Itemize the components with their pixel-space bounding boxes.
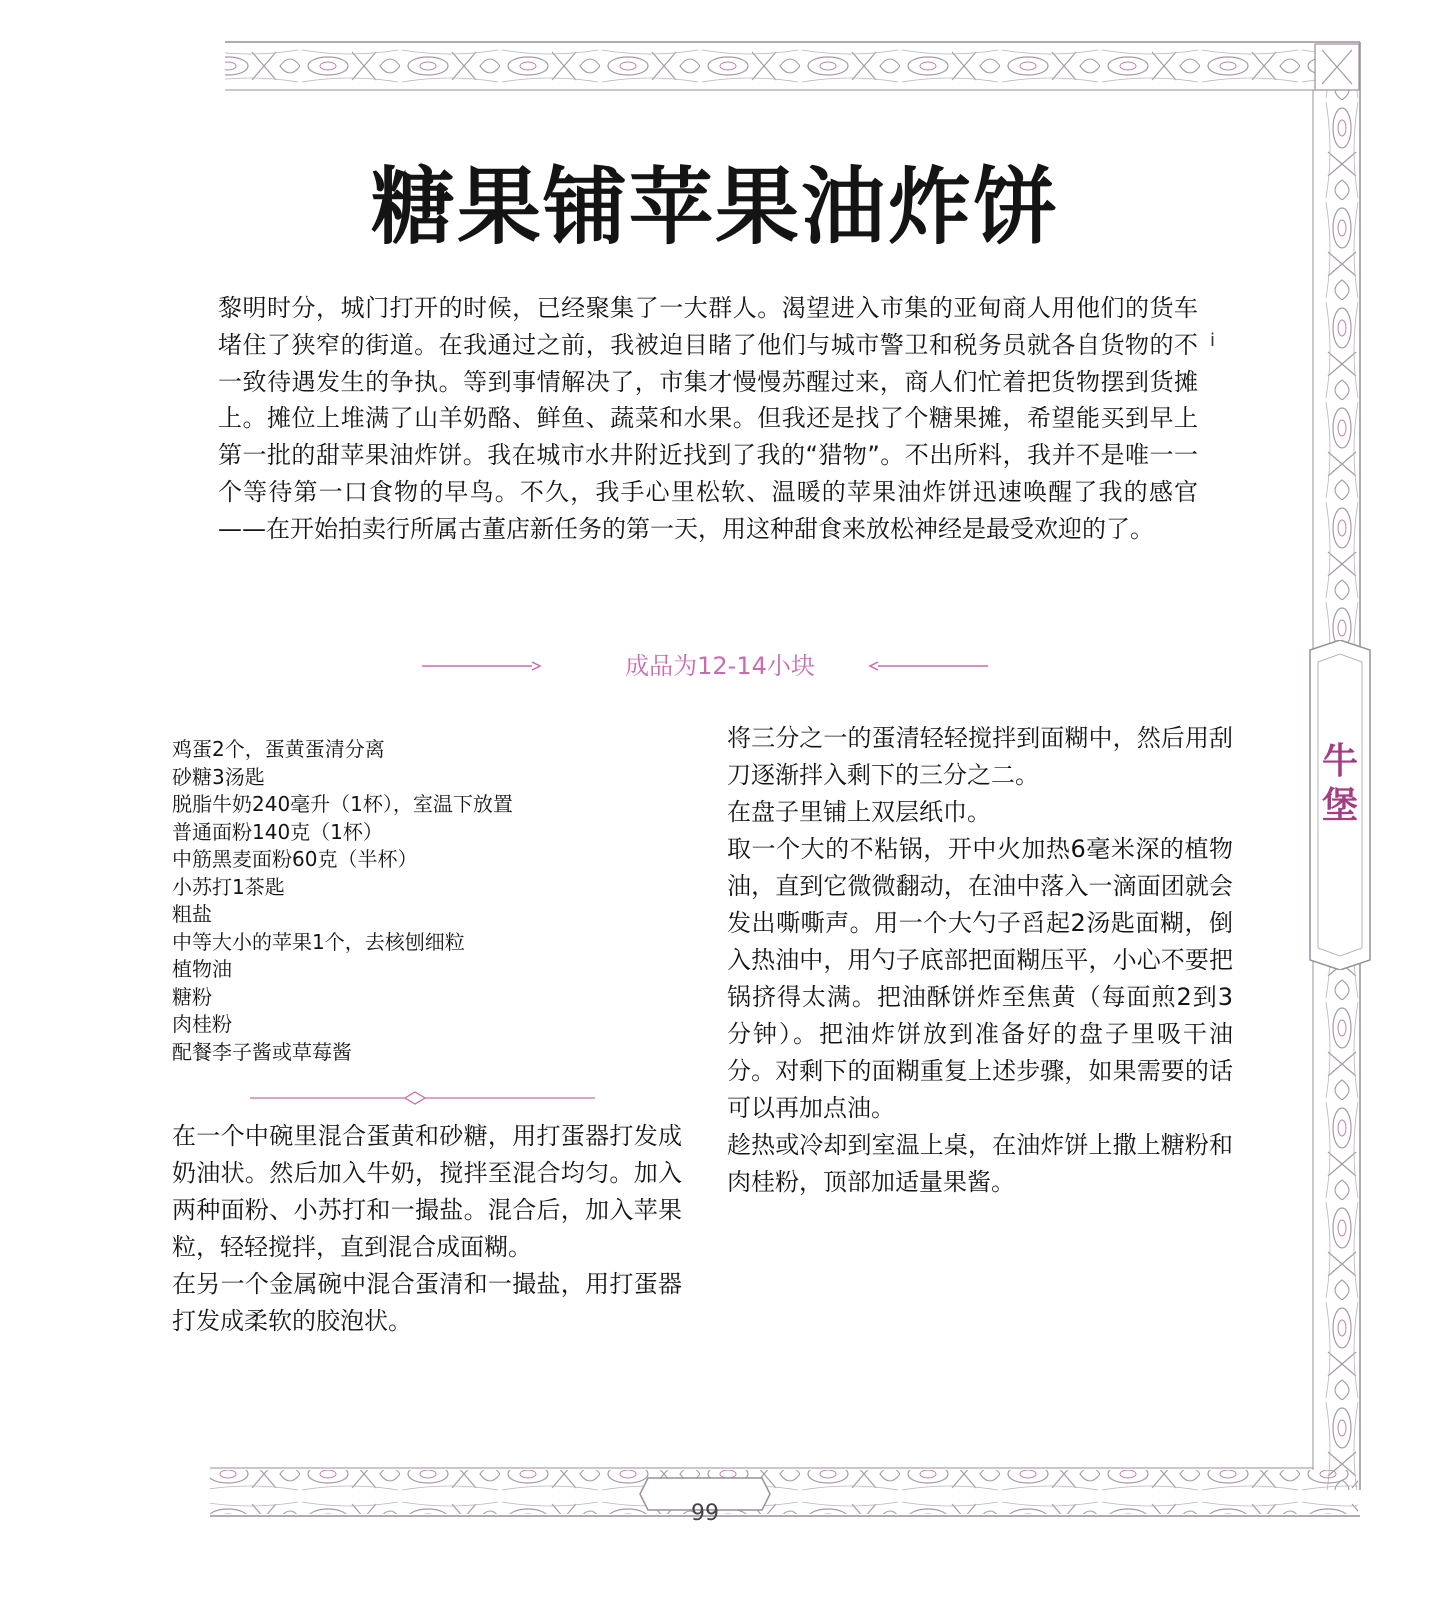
ingredient-item: 粗盐	[172, 902, 212, 926]
ingredient-list	[172, 736, 672, 1066]
step-paragraph: 将三分之一的蛋清轻轻搅拌到面糊中，然后用刮刀逐渐拌入剩下的三分之二。	[727, 724, 1233, 789]
ingredient-item: 配餐李子酱或草莓酱	[172, 1039, 352, 1064]
ingredient-item: 砂糖3汤匙	[172, 764, 265, 789]
yield-row	[420, 648, 1020, 684]
step-paragraph: 趁热或冷却到室温上桌，在油炸饼上撒上糖粉和肉桂粉，顶部加适量果酱。	[727, 1131, 1233, 1196]
step-paragraph: 在另一个金属碗中混合蛋清和一撮盐，用打蛋器打发成柔软的胶泡状。	[172, 1270, 682, 1335]
ingredient-item: 普通面粉140克（1杯）	[172, 819, 383, 844]
page-title: 糖果铺苹果油炸饼	[370, 158, 1059, 256]
diamond-line-divider-icon	[250, 1088, 600, 1108]
ingredient-item: 中等大小的苹果1个，去核刨细粒	[172, 929, 465, 954]
stray-mark: i	[1210, 330, 1216, 351]
yield-text: 成品为12-14小块	[625, 652, 815, 680]
ingredient-item: 糖粉	[172, 984, 212, 1009]
step-paragraph: 取一个大的不粘锅，开中火加热6毫米深的植物油，直到它微微翻动，在油中落入一滴面团就会发出嘶嘶声。用一个大勺子舀起2汤匙面糊，倒入热油中，用勺子底部把面糊压平，小心不要把锅挤得太满。把油酥饼炸至焦黄（每面煎2到3分钟）。把油炸饼放到准备好的盘子里吸干油分。对剩下的面糊重复上述步骤，如果需要的话可以再加点油。	[727, 835, 1233, 1122]
ingredient-item: 鸡蛋2个，蛋黄蛋清分离	[172, 737, 385, 761]
ingredient-item: 肉桂粉	[172, 1012, 232, 1036]
page-number: 99	[691, 1501, 719, 1526]
side-tab-label: 牛堡	[1321, 741, 1358, 826]
ingredient-item: 脱脂牛奶240毫升（1杯），室温下放置	[172, 792, 513, 816]
steps-left-column	[172, 1118, 682, 1340]
ingredient-item: 植物油	[172, 957, 232, 981]
step-paragraph: 在盘子里铺上双层纸巾。	[727, 798, 991, 826]
step-paragraph: 在一个中碗里混合蛋黄和砂糖，用打蛋器打发成奶油状。然后加入牛奶，搅拌至混合均匀。加入两种面粉、小苏打和一撮盐。混合后，加入苹果粒，轻轻搅拌，直到混合成面糊。	[172, 1122, 682, 1261]
steps-right-column	[727, 720, 1233, 1201]
intro-paragraph: 黎明时分，城门打开的时候，已经聚集了一大群人。渴望进入市集的亚甸商人用他们的货车堵住了狭窄的街道。在我通过之前，我被迫目睹了他们与城市警卫和税务员就各自货物的不一致待遇发生的争执。等到事情解决了，市集才慢慢苏醒过来，商人们忙着把货物摆到货摊上。摊位上堆满了山羊奶酪、鲜鱼、蔬菜和水果。但我还是找了个糖果摊，希望能买到早上第一批的甜苹果油炸饼。我在城市水井附近找到了我的“猎物”。不出所料，我并不是唯一一个等待第一口食物的早鸟。不久，我手心里松软、温暖的苹果油炸饼迅速唤醒了我的感官——在开始拍卖行所属古董店新任务的第一天，用这种甜食来放松神经是最受欢迎的了。	[218, 294, 1198, 543]
ingredient-item: 小苏打1茶匙	[172, 874, 285, 899]
ingredient-item: 中筋黑麦面粉60克（半杯）	[172, 847, 418, 871]
